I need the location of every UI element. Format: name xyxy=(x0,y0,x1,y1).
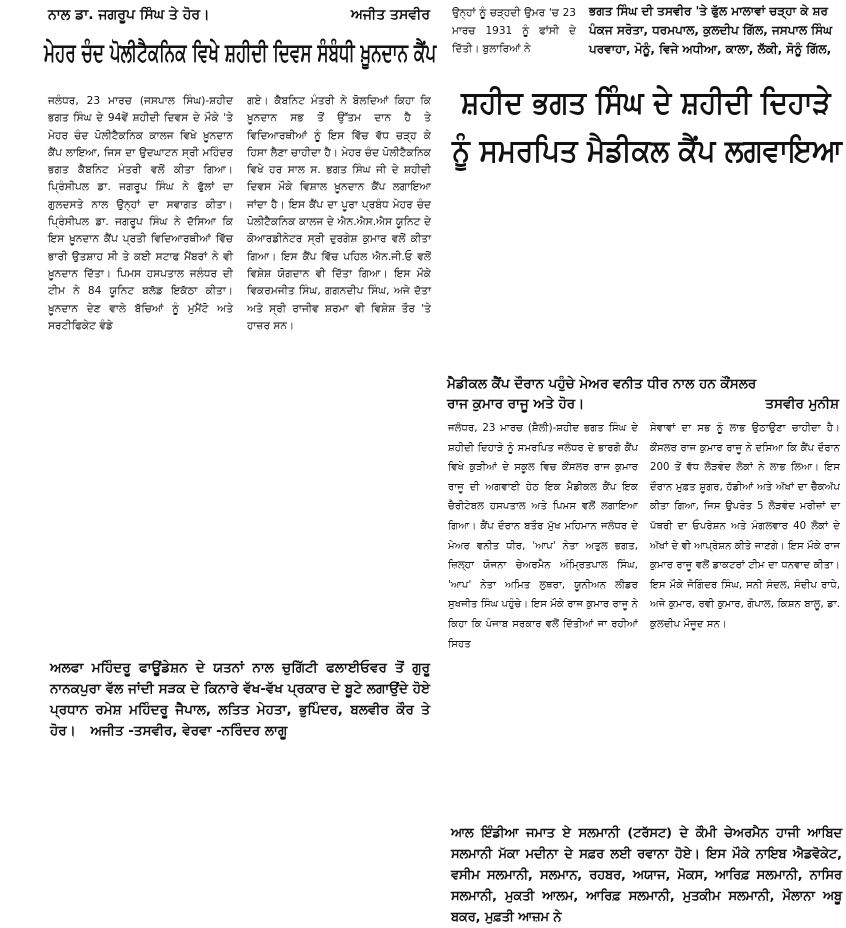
article1-headline: ਮੇਹਰ ਚੰਦ ਪੋਲੀਟੈਕਨਿਕ ਵਿਖੇ ਸ਼ਹੀਦੀ ਦਿਵਸ ਸੰਬੰਧੀ ਖ਼ੂਨਦਾਨ ਕੈਂਪ xyxy=(44,38,437,67)
article1-column-1: ਜਲੰਧਰ, 23 ਮਾਰਚ (ਜਸਪਾਲ ਸਿੰਘ)-ਸ਼ਹੀਦ ਭਗਤ ਸਿੰਘ ਦੇ 94ਵੇਂ ਸ਼ਹੀਦੀ ਦਿਵਸ ਦੇ ਮੌਕੇ 'ਤੇ ਮੇਹਰ ਚੰਦ ਪੋਲੀਟੈਕਨਿਕ ਕਾਲਜ ਵਿਖੇ ਖ਼ੂਨਦਾਨ ਕੈਂਪ ਲਾਇਆ, ਜਿਸ ਦਾ ਉਦਘਾਟਨ ਸ੍ਰੀ ਮਹਿੰਦਰ ਭਗਤ ਕੈਬਨਿਟ ਮੰਤਰੀ ਵਲੋਂ ਕੀਤਾ ਗਿਆ। ਪ੍ਰਿੰਸੀਪਲ ਡਾ. ਜਗਰੂਪ ਸਿੰਘ ਨੇ ਫੁੱਲਾਂ ਦਾ ਗੁਲਦਸਤੇ ਨਾਲ ਉਨ੍ਹਾਂ ਦਾ ਸਵਾਗਤ ਕੀਤਾ। ਪ੍ਰਿੰਸੀਪਲ ਡਾ. ਜਗਰੂਪ ਸਿੰਘ ਨੇ ਦੱਸਿਆ ਕਿ ਇਸ ਖ਼ੂਨਦਾਨ ਕੈਂਪ ਪ੍ਰਤੀ ਵਿਦਿਆਰਥੀਆਂ ਵਿੱਚ ਭਾਰੀ ਉਤਸ਼ਾਹ ਸੀ ਤੇ ਕਈ ਸਟਾਫ ਮੈਂਬਰਾਂ ਨੇ ਵੀ ਖ਼ੂਨਦਾਨ ਦਿੱਤਾ। ਪਿਮਸ ਹਸਪਤਾਲ ਜਲੰਧਰ ਦੀ ਟੀਮ ਨੇ 84 ਯੂਨਿਟ ਬਲੱਡ ਇਕੱਠਾ ਕੀਤਾ। ਖ਼ੂਨਦਾਨ ਦੇਣ ਵਾਲੇ ਬੱਚਿਆਂ ਨੂੰ ਮੁਮੈਂਟੋ ਅਤੇ ਸਰਟੀਫਿਕੇਟ ਵੰਡੇ xyxy=(48,95,233,332)
article2-column-2: ਸੇਵਾਵਾਂ ਦਾ ਸਭ ਨੂੰ ਲਾਭ ਉਠਾਉਣਾ ਚਾਹੀਦਾ ਹੈ। ਕੌਂਸਲਰ ਰਾਜ ਕੁਮਾਰ ਰਾਜੂ ਨੇ ਦਸਿਆ ਕਿ ਕੈਂਪ ਦੌਰਾਨ 200 ਤੋਂ ਵੱਧ ਲੋੜਵੰਦ ਲੋਕਾਂ ਨੇ ਲਾਭ ਲਿਆ। ਇਸ ਦੌਰਾਨ ਮੁਫ਼ਤ ਸ਼ੂਗਰ, ਹੱਡੀਆਂ ਅਤੇ ਅੱਖਾਂ ਦਾ ਚੈੱਕਅੱਪ ਕੀਤਾ ਗਿਆ, ਜਿਸ ਉਪਰੰਤ 5 ਲੋੜਵੰਦ ਮਰੀਜ਼ਾਂ ਦਾ ਪੱਥਰੀ ਦਾ ਓਪਰੇਸ਼ਨ ਅਤੇ ਮੰਗਲਵਾਰ 40 ਲੋਕਾਂ ਦੇ ਅੱਖਾਂ ਦੇ ਵੀ ਆਪ੍ਰੇਸ਼ਨ ਕੀਤੇ ਜਾਣਗੇ। ਇਸ ਮੌਕੇ ਰਾਜ ਕੁਮਾਰ ਰਾਜੂ ਵਲੋਂ ਡਾਕਟਰਾਂ ਟੀਮ ਦਾ ਧਨਵਾਦ ਕੀਤਾ। ਇਸ ਮੌਕੇ ਜੋਗਿੰਦਰ ਸਿੰਘ, ਸਨੀ ਸੰਦਲ, ਸੰਦੀਪ ਰਾਧੇ, ਅਜੇ ਕੁਮਾਰ, ਰਵੀ ਕੁਮਾਰ, ਗੋਪਾਲ, ਕਿਸ਼ਨ ਬਾਲੂ, ਡਾ. ਕੁਲਦੀਪ ਮੌਜੂਦ ਸਨ। xyxy=(650,423,840,630)
caption3 xyxy=(50,658,430,744)
top-caption-credit: ਅਜੀਤ ਤਸਵੀਰ xyxy=(350,7,430,23)
article2-headline-line2: ਨੂੰ ਸਮਰਪਿਤ ਮੈਡੀਕਲ ਕੈਂਪ ਲਗਵਾਇਆ xyxy=(452,133,842,169)
article1-column-2: ਗਏ। ਕੈਬਨਿਟ ਮੰਤਰੀ ਨੇ ਬੋਲਦਿਆਂ ਕਿਹਾ ਕਿ ਖ਼ੂਨਦਾਨ ਸਭ ਤੋਂ ਉੱਤਮ ਦਾਨ ਹੈ ਤੇ ਵਿਦਿਆਰਥੀਆਂ ਨੂੰ ਇਸ ਵਿੱਚ ਵੱਧ ਚੜ੍ਹ ਕੇ ਹਿਸਾ ਲੈਣਾ ਚਾਹੀਦਾ ਹੈ। ਮੇਹਰ ਚੰਦ ਪੋਲੀਟੈਕਨਿਕ ਵਿਖੇ ਹਰ ਸਾਲ ਸ. ਭਗਤ ਸਿੰਘ ਜੀ ਦੇ ਸ਼ਹੀਦੀ ਦਿਵਸ ਮੌਕੇ ਵਿਸ਼ਾਲ ਖ਼ੂਨਦਾਨ ਕੈਂਪ ਲਗਾਇਆ ਜਾਂਦਾ ਹੈ। ਇਸ ਕੈਂਪ ਦਾ ਪੂਰਾ ਪ੍ਰਬੰਧ ਮੇਹਰ ਚੰਦ ਪੋਲੀਟੈਕਨਿਕ ਕਾਲਜ ਦੇ ਐਨ.ਐਸ.ਐਸ ਯੂਨਿਟ ਦੇ ਕੋਆਰਡੀਨੇਟਰ ਸ੍ਰੀ ਦੁਰਗੇਸ਼ ਕੁਮਾਰ ਵਲੋਂ ਕੀਤਾ ਗਿਆ। ਇਸ ਕੈਂਪ ਵਿੱਚ ਪਹਿਲ ਐਨ.ਜੀ.ਓ ਵਲੋਂ ਵਿਸ਼ੇਸ਼ ਯੋਗਦਾਨ ਵੀ ਦਿੱਤਾ ਗਿਆ। ਇਸ ਮੌਕੇ ਵਿਕਰਮਜੀਤ ਸਿੰਘ, ਗਗਨਦੀਪ ਸਿੰਘ, ਅਜੇ ਦੱਤਾ ਅਤੇ ਸ੍ਰੀ ਰਾਜੀਵ ਸ਼ਰਮਾ ਵੀ ਵਿਸ਼ੇਸ਼ ਤੌਰ 'ਤੇ ਹਾਜ਼ਰ ਸਨ। xyxy=(247,95,431,332)
article2-caption-line1: ਮੈਡੀਕਲ ਕੈਂਪ ਦੌਰਾਨ ਪਹੁੰਚੇ ਮੇਅਰ ਵਨੀਤ ਧੀਰ ਨਾਲ ਹਨ ਕੌਂਸਲਰ xyxy=(447,376,757,392)
top-snippet-a: ਉਨ੍ਹਾਂ ਨੂੰ ਚੜ੍ਹਦੀ ਉਮਰ 'ਚ 23 ਮਾਰਚ 1931 ਨੂੰ ਫਾਂਸੀ ਦੇ ਦਿੱਤੀ। ਬੁਲਾਰਿਆਂ ਨੇ xyxy=(452,7,576,55)
article2-column-1: ਜਲੰਧਰ, 23 ਮਾਰਚ (ਸ਼ੈਲੀ)-ਸ਼ਹੀਦ ਭਗਤ ਸਿੰਘ ਦੇ ਸ਼ਹੀਦੀ ਦਿਹਾੜੇ ਨੂੰ ਸਮਰਪਿਤ ਜਲੰਧਰ ਦੇ ਭਾਰਗੋ ਕੈਂਪ ਵਿਖੇ ਕੁੜੀਆਂ ਦੇ ਸਕੂਲ ਵਿਚ ਕੌਂਸਲਰ ਰਾਜ ਕੁਮਾਰ ਰਾਜੂ ਦੀ ਅਗਵਾਈ ਹੇਠ ਇਕ ਮੈਡੀਕਲ ਕੈਂਪ ਇਕ ਚੈਰੀਟੇਬਲ ਹਸਪਤਾਲ ਅਤੇ ਪਿਮਸ ਵਲੋਂ ਲਗਾਇਆ ਗਿਆ। ਕੈਂਪ ਦੌਰਾਨ ਬਤੌਰ ਮੁੱਖ ਮਹਿਮਾਨ ਜਲੰਧਰ ਦੇ ਮੇਅਰ ਵਨੀਤ ਧੀਰ, 'ਆਪ' ਨੇਤਾ ਅਤੁਲ ਭਗਤ, ਜ਼ਿਲ੍ਹਾ ਯੋਜਨਾ ਚੇਅਰਮੈਨ ਅੰਮ੍ਰਿਤਪਾਲ ਸਿੰਘ, 'ਆਪ' ਨੇਤਾ ਅਮਿਤ ਲੁਥਰਾ, ਯੂਨੀਅਨ ਲੀਡਰ ਸੁਖਜੀਤ ਸਿੰਘ ਪਹੁੰਚੇ। ਇਸ ਮੌਕੇ ਰਾਜ ਕੁਮਾਰ ਰਾਜੂ ਨੇ ਕਿਹਾ ਕਿ ਪੰਜਾਬ ਸਰਕਾਰ ਵਲੋਂ ਦਿੱਤੀਆਂ ਜਾ ਰਹੀਆਂ ਸਿਹਤ xyxy=(448,423,638,650)
caption4: ਆਲ ਇੰਡੀਆ ਜਮਾਤ ਏ ਸਲਮਾਨੀ (ਟਰੱਸਟ) ਦੇ ਕੌਮੀ ਚੇਅਰਮੈਨ ਹਾਜੀ ਆਬਿਦ ਸਲਮਾਨੀ ਮੱਕਾ ਮਦੀਨਾ ਦੇ ਸਫ਼ਰ ਲਈ ਰਵਾਨਾ ਹੋਏ। ਇਸ ਮੌਕੇ ਨਾਇਬ ਐਡਵੋਕੇਟ, ਵਸੀਮ ਸਲਮਾਨੀ, ਸਲਮਾਨ, ਰਹਬਰ, ਅਯਾਜ, ਮੋਕਸ, ਆਰਿਫ਼ ਸਲਮਾਨੀ, ਨਾਸਿਰ ਸਲਮਾਨੀ, ਮੁਕਤੀ ਆਲਮ, ਆਰਿਫ਼ ਸਲਮਾਨੀ, ਮੁਤਕੀਮ ਸਲਮਾਨੀ, ਮੌਲਾਨਾ ਅਬੂ ਬਕਰ, ਮੁਫ਼ਤੀ ਆਜ਼ਮ ਨੇ xyxy=(451,826,842,925)
top-caption-text: ਨਾਲ ਡਾ. ਜਗਰੂਪ ਸਿੰਘ ਤੇ ਹੋਰ। xyxy=(48,7,210,23)
article2-caption-line2: ਰਾਜ ਕੁਮਾਰ ਰਾਜੂ ਅਤੇ ਹੋਰ। xyxy=(447,396,585,412)
article2-photo-caption xyxy=(447,374,839,414)
top-snippet-b: ਭਗਤ ਸਿੰਘ ਦੀ ਤਸਵੀਰ 'ਤੇ ਫੁੱਲ ਮਾਲਾਵਾਂ ਚੜ੍ਹਾ ਕੇ ਸ਼ਰ ਪੰਕਜ ਸਰੋਤਾ, ਧਰਮਪਾਲ, ਕੁਲਦੀਪ ਗਿੱਲ, ਜਸਪਾਲ ਸਿੰਘ ਪਰਵਾਹਾ, ਮੋਨੂੰ, ਵਿਜੇ ਅਧੀਆ, ਕਾਲਾ, ਲੱਕੀ, ਸੋਨੂੰ ਗਿੱਲ, xyxy=(589,4,833,56)
caption3-text: ਅਲਫਾ ਮਹਿੰਦਰੂ ਫਾਊਂਡੇਸ਼ਨ ਦੇ ਯਤਨਾਂ ਨਾਲ ਚੁਗਿੱਟੀ ਫਲਾਈਓਵਰ ਤੋਂ ਗੁਰੂ ਨਾਨਕਪੁਰਾ ਵੱਲ ਜਾਂਦੀ ਸੜਕ ਦੇ ਕਿਨਾਰੇ ਵੱਖ-ਵੱਖ ਪ੍ਰਕਾਰ ਦੇ ਬੂਟੇ ਲਗਾਉਂਦੇ ਹੋਏ ਪ੍ਰਧਾਨ ਰਮੇਸ਼ ਮਹਿੰਦਰੂ ਜੈਪਾਲ, ਲਤਿਤ ਮੇਹਤਾ, ਭੁਪਿੰਦਰ, ਬਲਵੀਰ ਕੌਰ ਤੇ ਹੋਰ। xyxy=(50,660,430,739)
article2-credit: ਤਸਵੀਰ ਮੁਨੀਸ਼ xyxy=(765,396,839,412)
top-caption xyxy=(48,6,430,26)
article2-headline-line1: ਸ਼ਹੀਦ ਭਗਤ ਸਿੰਘ ਦੇ ਸ਼ਹੀਦੀ ਦਿਹਾੜੇ xyxy=(461,85,831,121)
caption3-credit: ਅਜੀਤ -ਤਸਵੀਰ, ਵੇਰਵਾ -ਨਰਿੰਦਰ ਲਾਗੂ xyxy=(90,723,288,739)
